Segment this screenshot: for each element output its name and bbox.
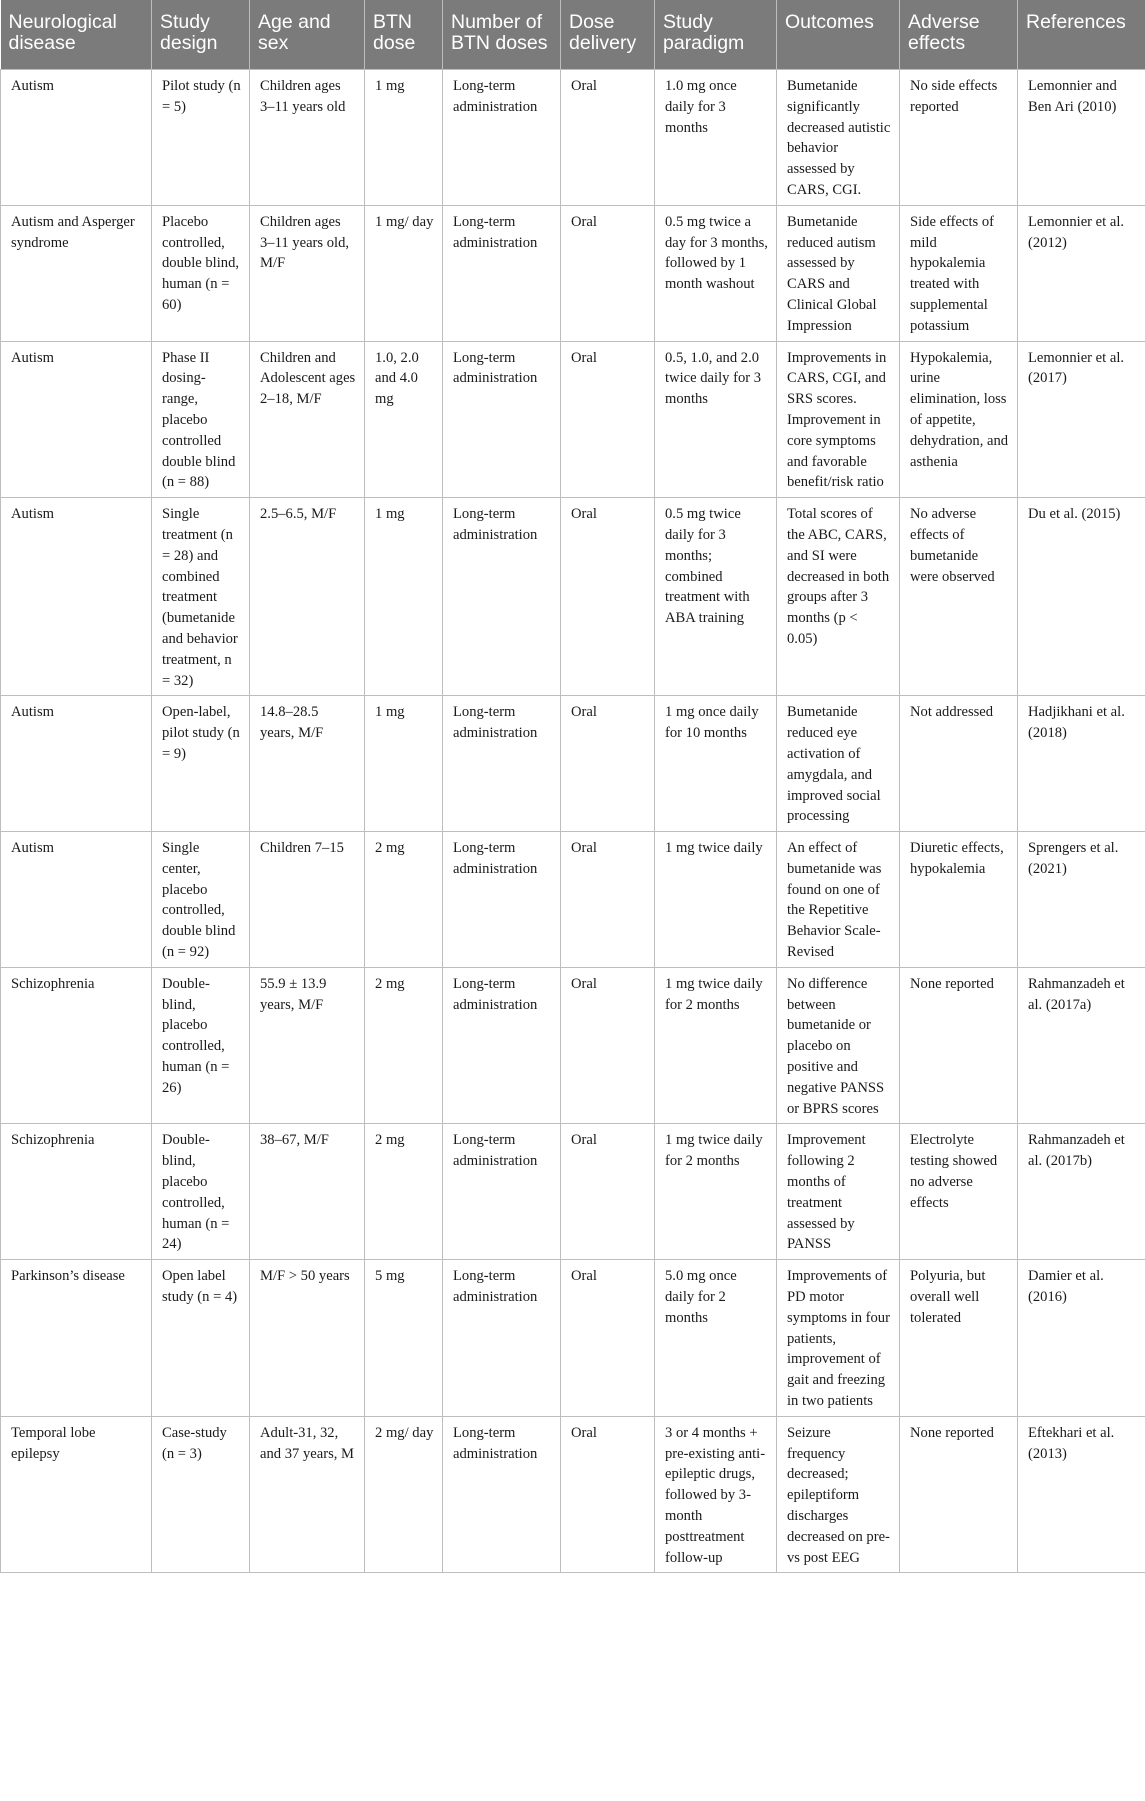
cell-references: Sprengers et al. (2021): [1018, 832, 1145, 968]
cell-btn-dose: 1 mg/ day: [365, 205, 443, 341]
table-row: [1, 696, 1145, 832]
column-header-dose-delivery: Dose delivery: [561, 0, 655, 70]
cell-outcomes: An effect of bumetanide was found on one of the Repetitive Behavior Scale-Revised: [777, 832, 900, 968]
cell-neurological-disease: Autism: [1, 832, 152, 968]
cell-references: Eftekhari et al. (2013): [1018, 1416, 1145, 1573]
cell-adverse-effects: Electrolyte testing showed no adverse effects: [900, 1124, 1018, 1260]
cell-dose-delivery: Oral: [561, 1416, 655, 1573]
cell-dose-delivery: Oral: [561, 696, 655, 832]
cell-study-design: Open label study (n = 4): [152, 1260, 250, 1417]
table-row: [1, 205, 1145, 341]
cell-adverse-effects: No adverse effects of bumetanide were observed: [900, 498, 1018, 696]
cell-age-and-sex: Children 7–15: [250, 832, 365, 968]
cell-references: Rahmanzadeh et al. (2017b): [1018, 1124, 1145, 1260]
cell-dose-delivery: Oral: [561, 1260, 655, 1417]
cell-btn-dose: 2 mg: [365, 967, 443, 1124]
cell-study-design: Open-label, pilot study (n = 9): [152, 696, 250, 832]
cell-outcomes: Improvement following 2 months of treatment assessed by PANSS: [777, 1124, 900, 1260]
cell-study-paradigm: 0.5 mg twice a day for 3 months, followed by 1 month washout: [655, 205, 777, 341]
cell-btn-dose: 1.0, 2.0 and 4.0 mg: [365, 341, 443, 498]
column-header-adverse-effects: Adverse effects: [900, 0, 1018, 70]
cell-age-and-sex: 2.5–6.5, M/F: [250, 498, 365, 696]
cell-outcomes: Improvements of PD motor symptoms in four patients, improvement of gait and freezing in two patients: [777, 1260, 900, 1417]
cell-study-design: Pilot study (n = 5): [152, 70, 250, 206]
cell-outcomes: Total scores of the ABC, CARS, and SI were decreased in both groups after 3 months (p < 0.05): [777, 498, 900, 696]
cell-study-design: Single treatment (n = 28) and combined treatment (bumetanide and behavior treatment, n = 32): [152, 498, 250, 696]
cell-dose-delivery: Oral: [561, 341, 655, 498]
column-header-study-paradigm: Study paradigm: [655, 0, 777, 70]
cell-neurological-disease: Temporal lobe epilepsy: [1, 1416, 152, 1573]
cell-references: Du et al. (2015): [1018, 498, 1145, 696]
cell-number-of-btn-doses: Long-term administration: [443, 696, 561, 832]
cell-age-and-sex: Adult-31, 32, and 37 years, M: [250, 1416, 365, 1573]
cell-age-and-sex: 38–67, M/F: [250, 1124, 365, 1260]
cell-adverse-effects: None reported: [900, 1416, 1018, 1573]
cell-references: Lemonnier and Ben Ari (2010): [1018, 70, 1145, 206]
cell-number-of-btn-doses: Long-term administration: [443, 1416, 561, 1573]
cell-adverse-effects: Diuretic effects, hypokalemia: [900, 832, 1018, 968]
cell-number-of-btn-doses: Long-term administration: [443, 1260, 561, 1417]
cell-neurological-disease: Parkinson’s disease: [1, 1260, 152, 1417]
cell-study-paradigm: 0.5 mg twice daily for 3 months; combined treatment with ABA training: [655, 498, 777, 696]
cell-age-and-sex: Children and Adolescent ages 2–18, M/F: [250, 341, 365, 498]
cell-age-and-sex: Children ages 3–11 years old, M/F: [250, 205, 365, 341]
cell-outcomes: Improvements in CARS, CGI, and SRS scores. Improvement in core symptoms and favorable benefit/risk ratio: [777, 341, 900, 498]
cell-age-and-sex: Children ages 3–11 years old: [250, 70, 365, 206]
table-row: [1, 498, 1145, 696]
cell-study-paradigm: 1 mg once daily for 10 months: [655, 696, 777, 832]
cell-study-paradigm: 1 mg twice daily for 2 months: [655, 967, 777, 1124]
cell-dose-delivery: Oral: [561, 832, 655, 968]
cell-neurological-disease: Autism: [1, 498, 152, 696]
column-header-outcomes: Outcomes: [777, 0, 900, 70]
cell-references: Rahmanzadeh et al. (2017a): [1018, 967, 1145, 1124]
table-row: [1, 1416, 1145, 1573]
cell-adverse-effects: Not addressed: [900, 696, 1018, 832]
column-header-neurological-disease: Neurological disease: [1, 0, 152, 70]
cell-btn-dose: 1 mg: [365, 696, 443, 832]
table-body: [1, 70, 1145, 1573]
cell-adverse-effects: No side effects reported: [900, 70, 1018, 206]
cell-neurological-disease: Autism: [1, 70, 152, 206]
cell-references: Damier et al. (2016): [1018, 1260, 1145, 1417]
cell-references: Lemonnier et al. (2017): [1018, 341, 1145, 498]
cell-number-of-btn-doses: Long-term administration: [443, 967, 561, 1124]
cell-number-of-btn-doses: Long-term administration: [443, 205, 561, 341]
table-row: [1, 967, 1145, 1124]
cell-study-paradigm: 3 or 4 months + pre-existing anti-epileptic drugs, followed by 3-month posttreatment follow-up: [655, 1416, 777, 1573]
cell-study-design: Case-study (n = 3): [152, 1416, 250, 1573]
cell-dose-delivery: Oral: [561, 967, 655, 1124]
column-header-age-and-sex: Age and sex: [250, 0, 365, 70]
cell-age-and-sex: M/F > 50 years: [250, 1260, 365, 1417]
table-row: [1, 70, 1145, 206]
cell-outcomes: No difference between bumetanide or placebo on positive and negative PANSS or BPRS scores: [777, 967, 900, 1124]
cell-study-paradigm: 0.5, 1.0, and 2.0 twice daily for 3 months: [655, 341, 777, 498]
table-header: [1, 0, 1145, 70]
cell-neurological-disease: Autism: [1, 696, 152, 832]
cell-outcomes: Bumetanide significantly decreased autistic behavior assessed by CARS, CGI.: [777, 70, 900, 206]
cell-number-of-btn-doses: Long-term administration: [443, 341, 561, 498]
table-row: [1, 1260, 1145, 1417]
cell-study-paradigm: 1 mg twice daily: [655, 832, 777, 968]
cell-btn-dose: 5 mg: [365, 1260, 443, 1417]
column-header-study-design: Study design: [152, 0, 250, 70]
cell-age-and-sex: 14.8–28.5 years, M/F: [250, 696, 365, 832]
cell-study-design: Phase II dosing-range, placebo controlled double blind (n = 88): [152, 341, 250, 498]
cell-neurological-disease: Schizophrenia: [1, 967, 152, 1124]
cell-study-design: Double-blind, placebo controlled, human (n = 24): [152, 1124, 250, 1260]
cell-btn-dose: 1 mg: [365, 70, 443, 206]
cell-btn-dose: 2 mg: [365, 832, 443, 968]
cell-number-of-btn-doses: Long-term administration: [443, 70, 561, 206]
cell-study-paradigm: 1 mg twice daily for 2 months: [655, 1124, 777, 1260]
header-row: [1, 0, 1145, 70]
cell-study-paradigm: 1.0 mg once daily for 3 months: [655, 70, 777, 206]
cell-number-of-btn-doses: Long-term administration: [443, 832, 561, 968]
cell-study-paradigm: 5.0 mg once daily for 2 months: [655, 1260, 777, 1417]
cell-outcomes: Bumetanide reduced autism assessed by CARS and Clinical Global Impression: [777, 205, 900, 341]
cell-btn-dose: 1 mg: [365, 498, 443, 696]
cell-dose-delivery: Oral: [561, 70, 655, 206]
cell-study-design: Placebo controlled, double blind, human (n = 60): [152, 205, 250, 341]
cell-adverse-effects: Side effects of mild hypokalemia treated with supplemental potassium: [900, 205, 1018, 341]
cell-outcomes: Seizure frequency decreased; epileptiform discharges decreased on pre- vs post EEG: [777, 1416, 900, 1573]
table-row: [1, 832, 1145, 968]
cell-neurological-disease: Autism and Asperger syndrome: [1, 205, 152, 341]
cell-study-design: Double-blind, placebo controlled, human (n = 26): [152, 967, 250, 1124]
cell-number-of-btn-doses: Long-term administration: [443, 1124, 561, 1260]
cell-study-design: Single center, placebo controlled, double blind (n = 92): [152, 832, 250, 968]
cell-number-of-btn-doses: Long-term administration: [443, 498, 561, 696]
column-header-references: References: [1018, 0, 1145, 70]
cell-neurological-disease: Autism: [1, 341, 152, 498]
cell-references: Hadjikhani et al. (2018): [1018, 696, 1145, 832]
column-header-number-of-btn-doses: Number of BTN doses: [443, 0, 561, 70]
table-row: [1, 1124, 1145, 1260]
cell-dose-delivery: Oral: [561, 498, 655, 696]
cell-btn-dose: 2 mg/ day: [365, 1416, 443, 1573]
table-row: [1, 341, 1145, 498]
cell-dose-delivery: Oral: [561, 1124, 655, 1260]
cell-age-and-sex: 55.9 ± 13.9 years, M/F: [250, 967, 365, 1124]
cell-outcomes: Bumetanide reduced eye activation of amygdala, and improved social processing: [777, 696, 900, 832]
cell-adverse-effects: None reported: [900, 967, 1018, 1124]
cell-adverse-effects: Hypokalemia, urine elimination, loss of appetite, dehydration, and asthenia: [900, 341, 1018, 498]
cell-dose-delivery: Oral: [561, 205, 655, 341]
cell-btn-dose: 2 mg: [365, 1124, 443, 1260]
column-header-btn-dose: BTN dose: [365, 0, 443, 70]
cell-adverse-effects: Polyuria, but overall well tolerated: [900, 1260, 1018, 1417]
cell-references: Lemonnier et al. (2012): [1018, 205, 1145, 341]
cell-neurological-disease: Schizophrenia: [1, 1124, 152, 1260]
